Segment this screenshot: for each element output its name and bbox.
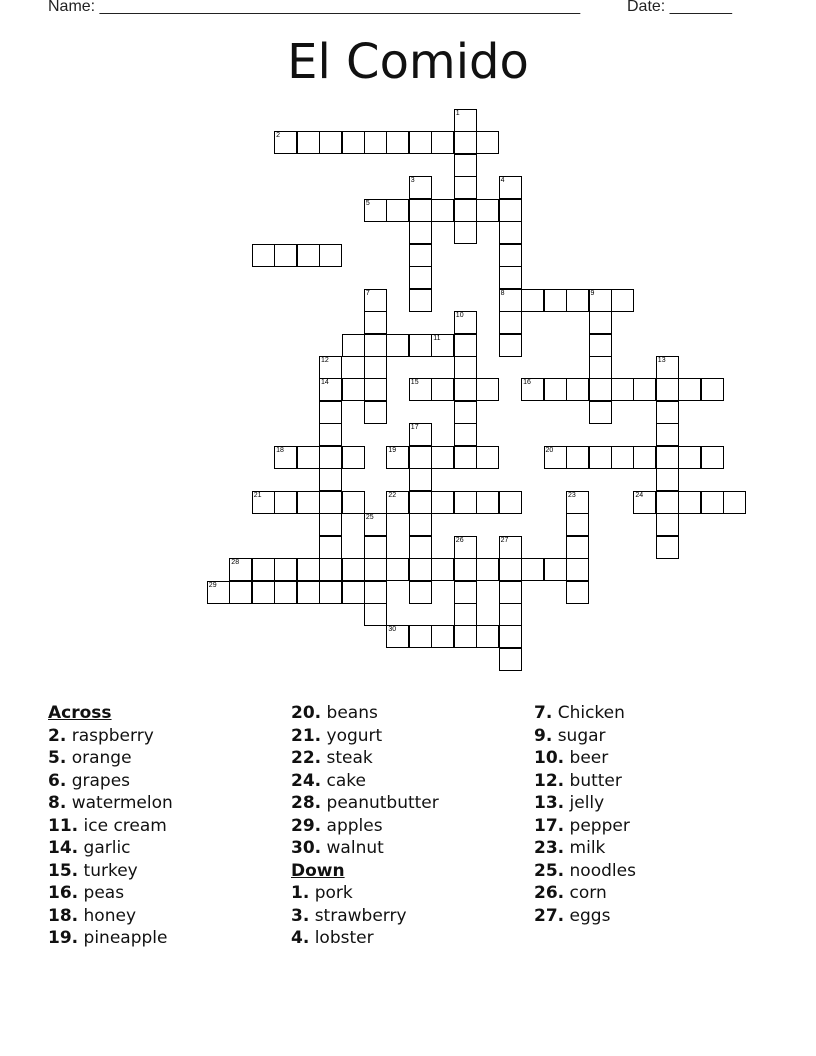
grid-cell[interactable] [633,491,656,514]
grid-cell[interactable] [589,446,612,469]
grid-cell[interactable] [454,154,477,177]
grid-cell[interactable] [409,446,432,469]
cell-number: 11 [433,334,441,342]
grid-cell[interactable] [364,603,387,626]
grid-cell[interactable] [499,603,522,626]
clues-column-2 [291,702,439,950]
grid-cell[interactable] [454,199,477,222]
across-heading: Across [48,703,112,723]
grid-cell[interactable] [656,446,679,469]
clue-number: 9. [534,725,553,746]
clue-text: beans [326,703,378,723]
grid-cell[interactable] [611,378,634,401]
puzzle-title: El Comido [287,34,529,90]
clue-number: 8. [48,793,67,813]
grid-cell[interactable] [364,334,387,357]
grid-cell[interactable] [409,536,432,559]
clue-item [48,860,173,883]
clue-number: 7. [534,703,553,723]
clues-column-1 [48,702,173,950]
cell-number: 30 [388,626,397,634]
cell-number: 3 [410,177,415,185]
grid-cell[interactable] [409,468,432,491]
grid-cell[interactable] [386,199,409,222]
grid-cell[interactable] [364,199,387,222]
grid-cell[interactable] [431,446,454,469]
grid-cell[interactable] [409,491,432,514]
clue-item [291,815,439,838]
clue-text: eggs [569,905,611,926]
grid-cell[interactable] [409,378,432,401]
clue-item [534,792,636,815]
clue-item [48,837,173,860]
grid-cell[interactable] [431,199,454,222]
clue-text: garlic [83,838,131,858]
grid-cell[interactable] [252,581,275,604]
grid-cell[interactable] [319,581,342,604]
grid-cell[interactable] [544,558,567,581]
clue-number: 29. [291,815,322,836]
clue-text: grapes [71,770,131,791]
grid-cell[interactable] [342,131,365,154]
grid-cell[interactable] [342,446,365,469]
clue-number: 23. [534,838,565,858]
grid-cell[interactable] [297,446,320,469]
cell-number: 12 [321,356,329,364]
grid-cell[interactable] [342,334,365,357]
grid-cell[interactable] [656,423,679,446]
grid-cell[interactable] [409,581,432,604]
grid-cell[interactable] [409,334,432,357]
grid-cell[interactable] [409,423,432,446]
clue-item [534,860,636,883]
grid-cell[interactable] [499,491,522,514]
clue-number: 17. [534,815,565,836]
clue-number: 19. [48,928,79,948]
clue-item [291,702,439,725]
grid-cell[interactable] [499,289,522,312]
clue-item [48,770,173,793]
grid-cell[interactable] [499,558,522,581]
name-label: Name: [48,0,96,15]
grid-cell[interactable] [409,289,432,312]
name-blank[interactable]: ______________________________________________________ [99,0,581,15]
grid-cell[interactable] [364,401,387,424]
cell-number: 28 [231,559,240,566]
clue-number: 2. [48,725,67,746]
clue-item [534,770,636,793]
grid-cell[interactable] [611,289,634,312]
grid-cell[interactable] [678,378,701,401]
clue-text: milk [569,838,606,858]
clue-item [48,725,173,748]
clue-text: pineapple [83,928,168,948]
clue-number: 11. [48,815,79,836]
grid-cell[interactable] [499,176,522,199]
cell-number: 25 [365,514,374,522]
grid-cell[interactable] [386,131,409,154]
clue-number: 4. [291,928,310,948]
grid-cell[interactable] [342,378,365,401]
grid-cell[interactable] [364,289,387,312]
grid-cell[interactable] [454,221,477,244]
grid-cell[interactable] [454,334,477,357]
grid-cell[interactable] [454,603,477,626]
grid-cell[interactable] [409,244,432,267]
clue-text: steak [326,748,373,768]
grid-cell[interactable] [386,625,409,648]
grid-cell[interactable] [274,244,297,267]
grid-cell[interactable] [319,558,342,581]
clue-text: peanutbutter [326,793,439,813]
grid-cell[interactable] [476,625,499,648]
clue-number: 24. [291,770,322,791]
clue-text: Chicken [557,703,625,723]
grid-cell[interactable] [297,244,320,267]
grid-cell[interactable] [229,581,252,604]
cell-number: 5 [365,199,370,207]
clue-text: walnut [326,838,384,858]
cell-number: 14 [321,379,329,387]
clue-number: 6. [48,770,67,791]
grid-cell[interactable] [274,581,297,604]
grid-cell[interactable] [319,491,342,514]
grid-cell[interactable] [656,536,679,559]
grid-cell[interactable] [544,446,567,469]
grid-cell[interactable] [319,446,342,469]
grid-cell[interactable] [319,244,342,267]
clue-text: noodles [569,860,636,881]
clue-item [48,792,173,815]
clue-item [48,815,173,838]
grid-cell[interactable] [566,491,589,514]
cell-number: 29 [208,581,217,589]
clue-item [291,792,439,815]
grid-cell[interactable] [499,199,522,222]
grid-cell[interactable] [589,378,612,401]
grid-cell[interactable] [633,378,656,401]
grid-cell[interactable] [342,491,365,514]
grid-cell[interactable] [364,356,387,379]
grid-cell[interactable] [364,311,387,334]
grid-cell[interactable] [274,131,297,154]
grid-cell[interactable] [364,378,387,401]
grid-cell[interactable] [701,446,724,469]
grid-cell[interactable] [656,401,679,424]
clue-number: 10. [534,748,565,768]
clue-text: pepper [569,815,630,836]
cell-number: 24 [635,491,644,499]
grid-cell[interactable] [297,491,320,514]
grid-cell[interactable] [499,311,522,334]
grid-cell[interactable] [386,491,409,514]
grid-cell[interactable] [499,648,522,671]
grid-cell[interactable] [566,558,589,581]
grid-cell[interactable] [656,378,679,401]
grid-cell[interactable] [476,378,499,401]
grid-cell[interactable] [297,131,320,154]
grid-cell[interactable] [678,491,701,514]
grid-cell[interactable] [342,581,365,604]
cell-number: 23 [568,491,576,499]
grid-cell[interactable] [656,513,679,536]
cell-number: 26 [455,536,464,544]
grid-cell[interactable] [454,378,477,401]
grid-cell[interactable] [589,311,612,334]
cell-number: 4 [500,177,505,185]
cell-number: 1 [455,110,460,117]
grid-cell[interactable] [274,558,297,581]
clue-item [534,702,636,725]
grid-cell[interactable] [431,131,454,154]
clue-number: 3. [291,905,310,926]
grid-cell[interactable] [319,356,342,379]
clue-number: 28. [291,793,322,813]
grid-cell[interactable] [454,625,477,648]
clue-number: 1. [291,883,310,903]
grid-cell[interactable] [499,334,522,357]
cell-number: 20 [545,446,554,454]
clue-item [534,747,636,770]
grid-cell[interactable] [454,356,477,379]
grid-cell[interactable] [589,289,612,312]
grid-cell[interactable] [544,289,567,312]
cell-number: 2 [276,132,280,140]
grid-cell[interactable] [521,558,544,581]
clue-text: butter [569,770,622,791]
clue-text: watermelon [71,793,173,813]
grid-cell[interactable] [678,446,701,469]
clue-text: jelly [569,793,605,813]
cell-number: 21 [253,491,262,499]
grid-cell[interactable] [476,446,499,469]
grid-cell[interactable] [342,558,365,581]
grid-cell[interactable] [431,491,454,514]
clue-number: 26. [534,883,565,903]
grid-cell[interactable] [656,491,679,514]
clue-item [291,725,439,748]
grid-cell[interactable] [274,446,297,469]
clue-text: apples [326,815,383,836]
grid-cell[interactable] [319,536,342,559]
cell-number: 7 [365,289,370,297]
grid-cell[interactable] [431,334,454,357]
grid-cell[interactable] [454,536,477,559]
grid-cell[interactable] [589,334,612,357]
clue-number: 13. [534,793,565,813]
grid-cell[interactable] [566,446,589,469]
grid-cell[interactable] [633,446,656,469]
grid-cell[interactable] [319,401,342,424]
grid-cell[interactable] [566,513,589,536]
grid-cell[interactable] [252,491,275,514]
clue-number: 15. [48,860,79,881]
grid-cell[interactable] [701,491,724,514]
grid-cell[interactable] [521,289,544,312]
grid-cell[interactable] [476,491,499,514]
grid-cell[interactable] [364,131,387,154]
date-blank[interactable]: _______ [669,0,732,15]
cell-number: 17 [410,424,419,432]
clue-item [291,905,439,928]
grid-cell[interactable] [431,378,454,401]
grid-cell[interactable] [364,581,387,604]
grid-cell[interactable] [611,446,634,469]
grid-cell[interactable] [454,446,477,469]
grid-cell[interactable] [319,513,342,536]
cell-number: 9 [590,289,595,297]
grid-cell[interactable] [319,131,342,154]
cell-number: 15 [410,379,419,387]
grid-cell[interactable] [701,378,724,401]
grid-cell[interactable] [566,378,589,401]
clues-column-3 [534,702,636,927]
grid-cell[interactable] [252,244,275,267]
grid-cell[interactable] [207,581,230,604]
grid-cell[interactable] [499,581,522,604]
grid-cell[interactable] [409,266,432,289]
clue-text: corn [569,883,607,903]
clue-number: 22. [291,748,322,768]
date-label: Date: [627,0,666,15]
grid-cell[interactable] [454,109,477,132]
cell-number: 22 [388,491,397,499]
grid-cell[interactable] [454,558,477,581]
grid-cell[interactable] [409,625,432,648]
clue-number: 20. [291,703,322,723]
clue-text: lobster [314,928,374,948]
grid-cell[interactable] [454,581,477,604]
grid-cell[interactable] [454,311,477,334]
grid-cell[interactable] [409,131,432,154]
clue-text: turkey [83,860,138,881]
grid-cell[interactable] [499,266,522,289]
cell-number: 8 [500,289,505,297]
grid-cell[interactable] [364,536,387,559]
grid-cell[interactable] [297,581,320,604]
grid-cell[interactable] [566,289,589,312]
clue-text: yogurt [326,725,383,746]
grid-cell[interactable] [454,176,477,199]
grid-cell[interactable] [589,401,612,424]
grid-cell[interactable] [409,176,432,199]
grid-cell[interactable] [431,625,454,648]
grid-cell[interactable] [252,558,275,581]
clue-item [534,837,636,860]
grid-cell[interactable] [364,513,387,536]
grid-cell[interactable] [476,199,499,222]
cell-number: 16 [523,379,531,387]
grid-cell[interactable] [409,558,432,581]
grid-cell[interactable] [499,536,522,559]
grid-cell[interactable] [229,558,252,581]
clue-text: ice cream [83,815,167,836]
clue-item [291,882,439,905]
grid-cell[interactable] [566,536,589,559]
clue-item [48,882,173,905]
clue-text: sugar [557,725,606,746]
clue-item [534,815,636,838]
grid-cell[interactable] [454,401,477,424]
clue-item [48,927,173,950]
clue-text: cake [326,770,366,791]
grid-cell[interactable] [409,221,432,244]
grid-cell[interactable] [386,558,409,581]
cell-number: 10 [455,312,464,319]
clue-number: 21. [291,725,322,746]
grid-cell[interactable] [656,468,679,491]
clue-text: pork [314,883,353,903]
clue-number: 14. [48,838,79,858]
clue-item [48,747,173,770]
clue-text: peas [83,883,125,903]
clue-text: beer [569,748,609,768]
clue-item [534,905,636,928]
grid-cell[interactable] [454,423,477,446]
clue-number: 16. [48,883,79,903]
grid-cell[interactable] [476,131,499,154]
clue-number: 30. [291,838,322,858]
grid-cell[interactable] [589,356,612,379]
clue-item [291,747,439,770]
grid-cell[interactable] [274,491,297,514]
grid-cell[interactable] [476,558,499,581]
grid-cell[interactable] [431,558,454,581]
clue-number: 27. [534,905,565,926]
cell-number: 18 [276,446,284,454]
clue-item [534,725,636,748]
clue-text: orange [71,748,132,768]
grid-cell[interactable] [319,378,342,401]
grid-cell[interactable] [723,491,746,514]
grid-cell[interactable] [319,468,342,491]
clue-item [534,882,636,905]
grid-cell[interactable] [386,446,409,469]
grid-cell[interactable] [454,491,477,514]
clue-number: 5. [48,748,67,768]
clue-number: 12. [534,770,565,791]
grid-cell[interactable] [364,558,387,581]
grid-cell[interactable] [409,199,432,222]
grid-cell[interactable] [499,244,522,267]
grid-cell[interactable] [521,378,544,401]
grid-cell[interactable] [386,334,409,357]
grid-cell[interactable] [544,378,567,401]
clue-text: strawberry [314,905,407,926]
cell-number: 27 [500,536,509,544]
grid-cell[interactable] [656,356,679,379]
grid-cell[interactable] [409,513,432,536]
clue-item [48,905,173,928]
grid-cell[interactable] [297,558,320,581]
clue-item [291,837,439,860]
down-heading: Down [291,860,345,881]
clue-number: 25. [534,860,565,881]
clue-text: honey [83,905,137,926]
grid-cell[interactable] [499,221,522,244]
grid-cell[interactable] [454,131,477,154]
clue-number: 18. [48,905,79,926]
clue-item [291,927,439,950]
grid-cell[interactable] [566,581,589,604]
clue-text: raspberry [71,725,154,746]
cell-number: 19 [388,446,397,454]
cell-number: 13 [657,356,666,364]
clue-item [291,770,439,793]
grid-cell[interactable] [319,423,342,446]
grid-cell[interactable] [499,625,522,648]
